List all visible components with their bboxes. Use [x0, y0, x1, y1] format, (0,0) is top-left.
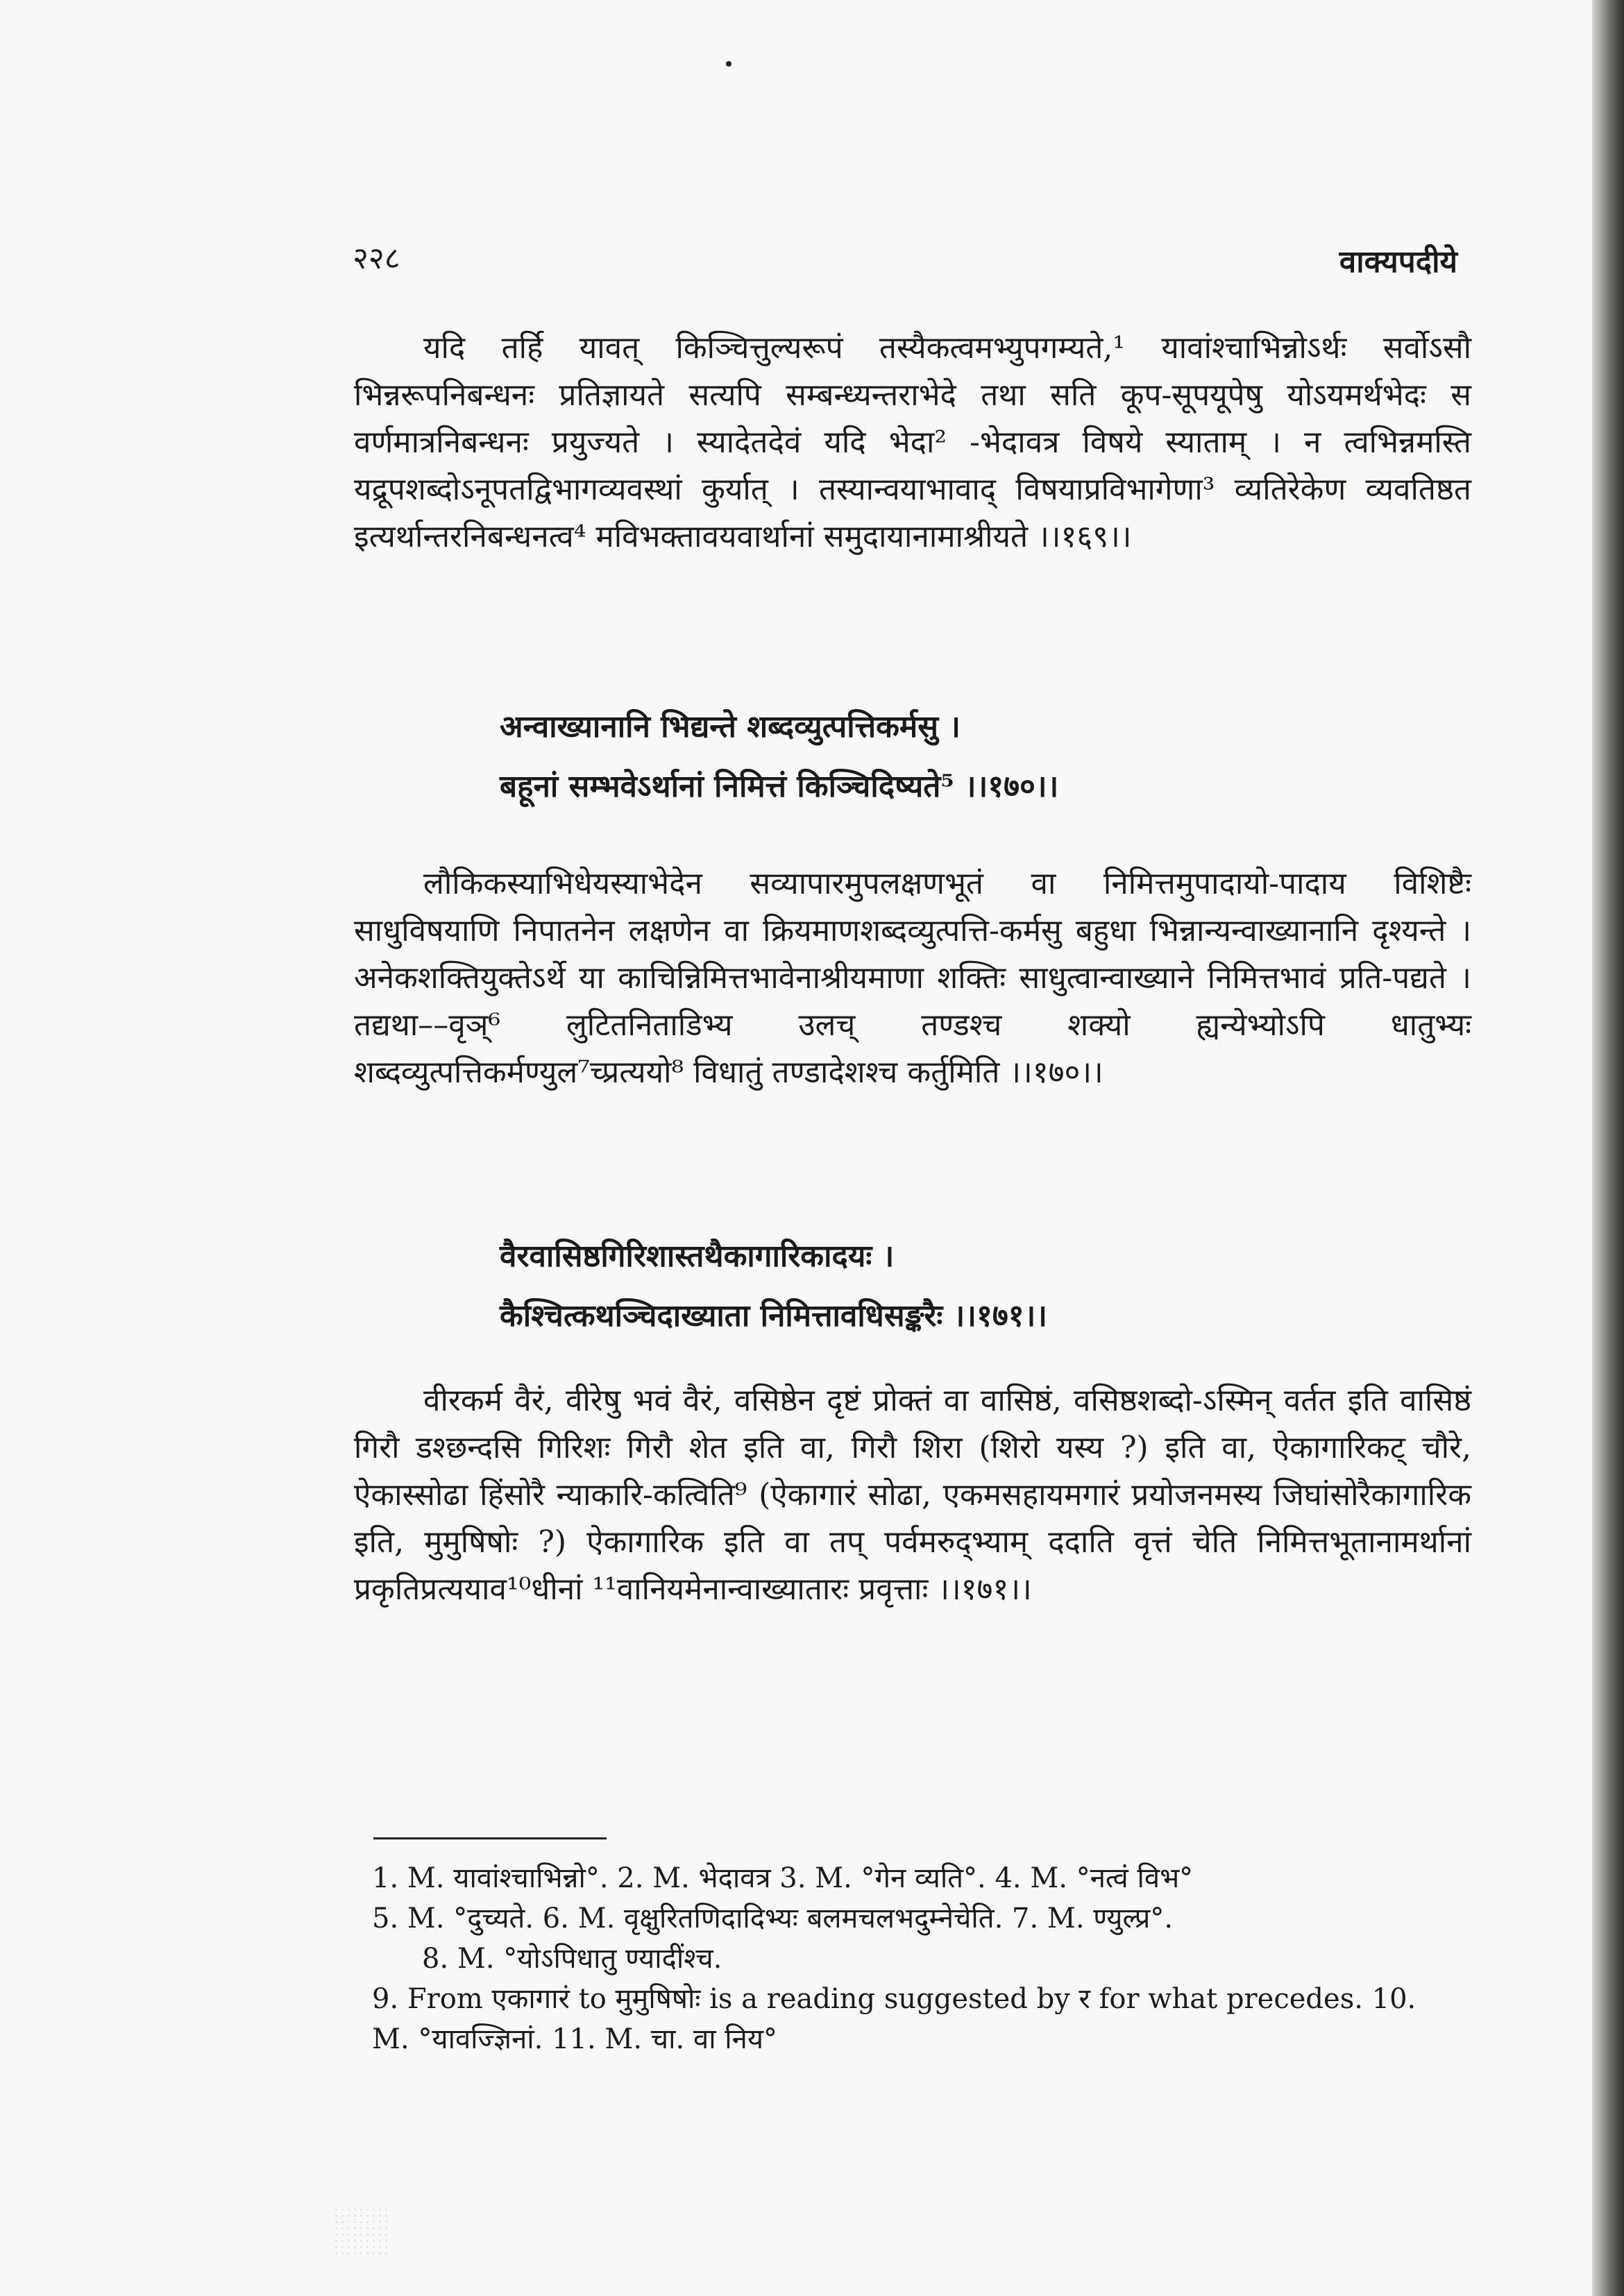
page-number: २२८ [353, 241, 400, 276]
commentary-paragraph: लौकिकस्याभिधेयस्याभेदेन सव्यापारमुपलक्षणभूतं वा निमित्तमुपादायो-पादाय विशिष्टैः साधुविषयाणि निपातनेन लक्षणेन वा क्रियमाणशब्दव्युत्पत्ति-कर्मसु बहुधा भिन्नान्यन्वाख्यानानि दृश्यन्ते । अनेकशक्तियुक्तेऽर्थे या काचिन्निमित्तभावेनाश्रीयमाणा शक्तिः साधुत्वान्वाख्याने निमित्तभावं प्रति-पद्यते । तद्यथा––वृञ्⁶ लुटितनिताडिभ्य उलच् तण्डश्च शक्यो ह्यन्येभ्योऽपि धातुभ्यः शब्दव्युत्पत्तिकर्मण्युल⁷च्प्रत्ययो⁸ विधातुं तण्डादेशश्च कर्तुमिति ।।१७०।। [354, 866, 1471, 1090]
verse-170 [500, 697, 1471, 817]
commentary-block-171 [354, 1377, 1471, 1613]
verse-line: अन्वाख्यानानि भिद्यन्ते शब्दव्युत्पत्तिकर्मसु । [500, 709, 961, 745]
ink-speck [726, 61, 731, 67]
scan-noise [333, 2206, 389, 2255]
commentary-paragraph: वीरकर्म वैरं, वीरेषु भवं वैरं, वसिष्ठेन दृष्टं प्रोक्तं वा वासिष्ठं, वसिष्ठशब्दो-ऽस्मिन् वर्तत इति वासिष्ठं गिरौ डश्छन्दसि गिरिशः गिरौ शेत इति वा, गिरौ शिरा (शिरो यस्य ?) इति वा, ऐकागारिकट् चौरे, ऐकास्सोढा हिंसोरै न्याकारि-कत्विति⁹ (ऐकागारं सोढा, एकमसहायमगारं प्रयोजनमस्य जिघांसोरैकागारिक इति, मुमुषिषोः ?) ऐकागारिक इति वा तप् पर्वमरुद्भ्याम् ददाति वृत्तं चेति निमित्तभूतानामर्थानां प्रकृतिप्रत्ययाव¹⁰धीनां ¹¹वानियमेनान्वाख्यातारः प्रवृत्ताः ।।१७१।। [354, 1383, 1471, 1607]
footnote-rule [373, 1837, 607, 1839]
commentary-block-170 [354, 860, 1471, 1096]
footnote-line: 5. M. °दुच्यते. 6. M. वृक्षुरितणिदादिभ्यः बलमचलभदुम्नेचेति. 7. M. ण्युल्प्र°. [372, 1903, 1174, 1934]
verse-line: कैश्चित्कथञ्चिदाख्याता निमित्तावधिसङ्करैः ।।१७१।। [500, 1298, 1047, 1334]
footnote-line: 9. From एकागारं to मुमुषिषोः is a reading suggested by र for what precedes. 10. M. °यावज्ज्ञिनां. 11. M. चा. वा निय° [372, 1983, 1416, 2055]
footnote-line: 1. M. यावांश्चाभिन्नो°. 2. M. भेदावत्र 3. M. °गेन व्यति°. 4. M. °नत्वं विभ° [372, 1862, 1194, 1894]
footnote-line: 8. M. °योऽपिधातु ण्यादींश्च. [422, 1943, 722, 1975]
verse-line: वैरवासिष्ठगिरिशास्तथैकागारिकादयः । [500, 1239, 895, 1274]
commentary-block-169 [354, 325, 1471, 561]
commentary-paragraph: यदि तर्हि यावत् किञ्चित्तुल्यरूपं तस्यैकत्वमभ्युपगम्यते,¹ यावांश्चाभिन्नोऽर्थः सर्वोऽसौ भिन्नरूपनिबन्धनः प्रतिज्ञायते सत्यपि सम्बन्ध्यन्तराभेदे तथा सति कूप-सूपयूपेषु योऽयमर्थभेदः स वर्णमात्रनिबन्धनः प्रयुज्यते । स्यादेतदेवं यदि भेदा² -भेदावत्र विषये स्याताम् । न त्वभिन्नमस्ति यद्रूपशब्दोऽनूपतद्विभागव्यवस्थां कुर्यात् । तस्यान्वयाभावाद् विषयाप्रविभागेणा³ व्यतिरेकेण व्यवतिष्ठत इत्यर्थान्तरनिबन्धनत्व⁴ मविभक्तावयवार्थानां समुदायानामाश्रीयते ।।१६९।। [354, 330, 1471, 554]
verse-171 [500, 1227, 1471, 1346]
running-title: वाक्यपदीये [1339, 244, 1457, 280]
book-binding-edge [1592, 0, 1624, 2296]
verse-line: बहूनां सम्भवेऽर्थानां निमित्तं किञ्चिदिष्यते⁵ ।।१७०।। [500, 769, 1059, 804]
footnotes [372, 1858, 1455, 2059]
